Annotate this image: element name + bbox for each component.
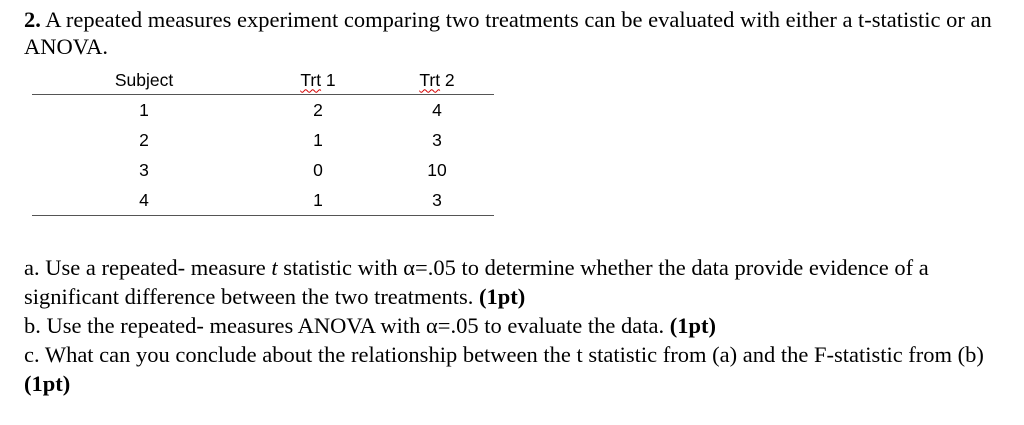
header-trt1-word: Trt bbox=[300, 69, 322, 90]
part-c bbox=[24, 340, 1014, 398]
part-a-t-symbol: t bbox=[271, 255, 278, 280]
cell-trt1: 1 bbox=[313, 129, 323, 150]
cell-subject: 3 bbox=[139, 159, 149, 180]
question-number: 2. bbox=[24, 7, 41, 32]
cell-trt2: 3 bbox=[432, 129, 442, 150]
part-a-points: (1pt) bbox=[479, 284, 526, 309]
part-b-text: b. Use the repeated- measures ANOVA with α=.05 to evaluate the data. bbox=[24, 313, 670, 338]
cell-trt2: 3 bbox=[380, 185, 494, 216]
table-row bbox=[32, 155, 494, 185]
part-b bbox=[24, 311, 1014, 340]
table-row bbox=[32, 125, 494, 155]
cell-trt2: 10 bbox=[427, 159, 447, 180]
header-trt1-num: 1 bbox=[321, 69, 336, 90]
header-trt2-num: 2 bbox=[440, 69, 455, 90]
cell-trt1: 0 bbox=[313, 159, 323, 180]
cell-subject: 2 bbox=[139, 129, 149, 150]
table-header-row bbox=[32, 66, 494, 95]
part-c-text: c. What can you conclude about the relationship between the t statistic from (a) and the F-statistic from (b) bbox=[24, 342, 984, 367]
cell-subject: 1 bbox=[139, 99, 149, 120]
cell-trt1: 2 bbox=[313, 99, 323, 120]
cell-trt2: 4 bbox=[432, 99, 442, 120]
question-header bbox=[24, 6, 1004, 60]
part-a bbox=[24, 253, 1014, 311]
part-b-points: (1pt) bbox=[669, 313, 717, 338]
header-trt2 bbox=[380, 66, 494, 95]
question-parts bbox=[24, 253, 1014, 398]
data-table bbox=[32, 66, 494, 216]
question-intro: A repeated measures experiment comparing two treatments can be evaluated with either a t-statistic or an ANOVA. bbox=[24, 7, 992, 59]
header-trt2-word: Trt bbox=[419, 69, 441, 90]
cell-trt1: 1 bbox=[256, 185, 380, 216]
table-row bbox=[32, 95, 494, 126]
part-c-points: (1pt) bbox=[24, 371, 71, 396]
table-row bbox=[32, 185, 494, 216]
header-trt1 bbox=[256, 66, 380, 95]
cell-subject: 4 bbox=[32, 185, 256, 216]
part-a-pre: a. Use a repeated- measure bbox=[24, 255, 272, 280]
header-subject: Subject bbox=[32, 66, 256, 95]
part-a-text: statistic with α=.05 to determine whether the data provide evidence of a significant difference between the two treatments. bbox=[24, 255, 929, 309]
